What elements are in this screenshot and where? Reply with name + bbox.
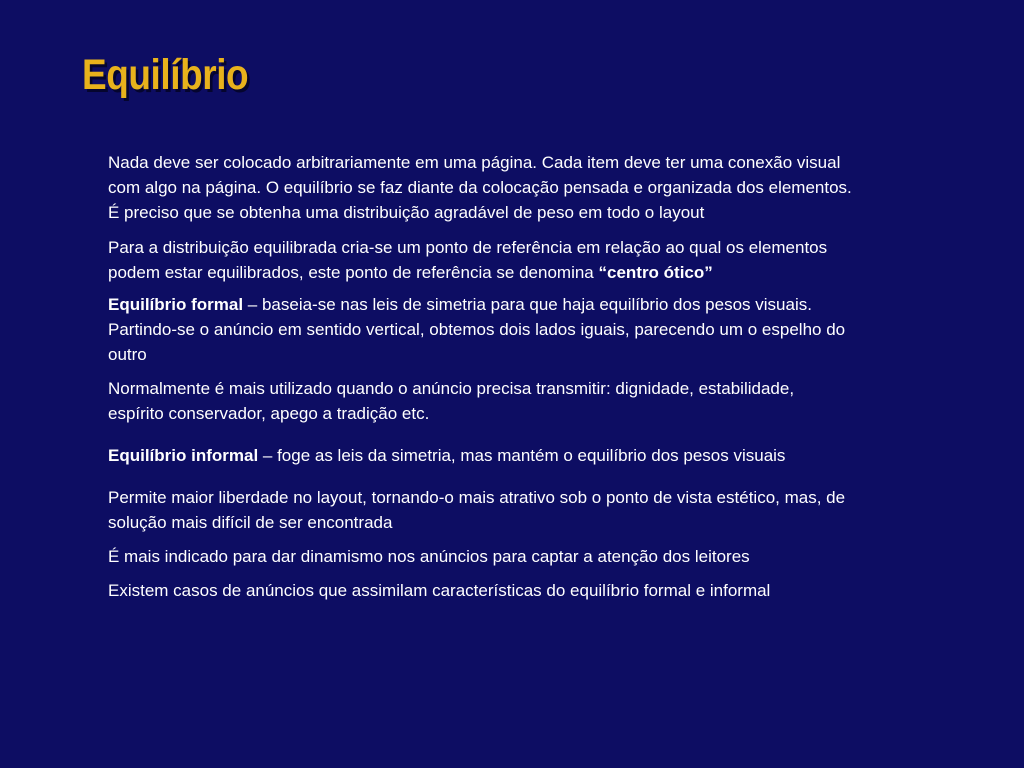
centro-otico-term: “centro ótico”: [598, 263, 713, 282]
paragraph-centro-otico: [108, 235, 853, 285]
paragraph-formal-uso-text: Normalmente é mais utilizado quando o anúncio precisa transmitir: dignidade, estabilidade, espírito conservador, apego a tradição etc.: [108, 379, 795, 423]
paragraph-centro-otico-text: Para a distribuição equilibrada cria-se um ponto de referência em relação ao qual os elementos podem estar equilibrados, este ponto de referência se denomina: [108, 238, 828, 282]
slide-content: [108, 150, 853, 603]
paragraph-intro-text: Nada deve ser colocado arbitrariamente em uma página. Cada item deve ter uma conexão visual com algo na página. O equilíbrio se faz diante da colocação pensada e organizada dos elementos. É preciso que se obtenha uma distribuição agradável de peso em todo o layout: [108, 153, 852, 222]
slide-title: Equilíbrio: [82, 51, 249, 99]
paragraph-conclusao-text: Existem casos de anúncios que assimilam características do equilíbrio formal e informal: [108, 581, 771, 600]
equilibrio-informal-term: Equilíbrio informal: [108, 446, 259, 465]
paragraph-conclusao: [108, 578, 853, 603]
paragraph-informal-dinamismo-text: É mais indicado para dar dinamismo nos anúncios para captar a atenção dos leitores: [108, 547, 750, 566]
paragraph-formal-uso: [108, 376, 853, 426]
equilibrio-formal-term: Equilíbrio formal: [108, 295, 244, 314]
paragraph-intro: [108, 150, 853, 225]
equilibrio-informal-text: – foge as leis da simetria, mas mantém o equilíbrio dos pesos visuais: [258, 446, 786, 465]
paragraph-informal-dinamismo: [108, 544, 853, 569]
paragraph-equilibrio-informal: [108, 443, 853, 468]
paragraph-informal-liberdade-text: Permite maior liberdade no layout, tornando-o mais atrativo sob o ponto de vista estético, mas, de solução mais difícil de ser encontrada: [108, 488, 846, 532]
equilibrio-formal-text: – baseia-se nas leis de simetria para que haja equilíbrio dos pesos visuais. Partindo-se o anúncio em sentido vertical, obtemos dois lados iguais, parecendo um o espelho do outro: [108, 295, 846, 364]
paragraph-informal-liberdade: [108, 485, 853, 535]
paragraph-equilibrio-formal: [108, 292, 853, 367]
